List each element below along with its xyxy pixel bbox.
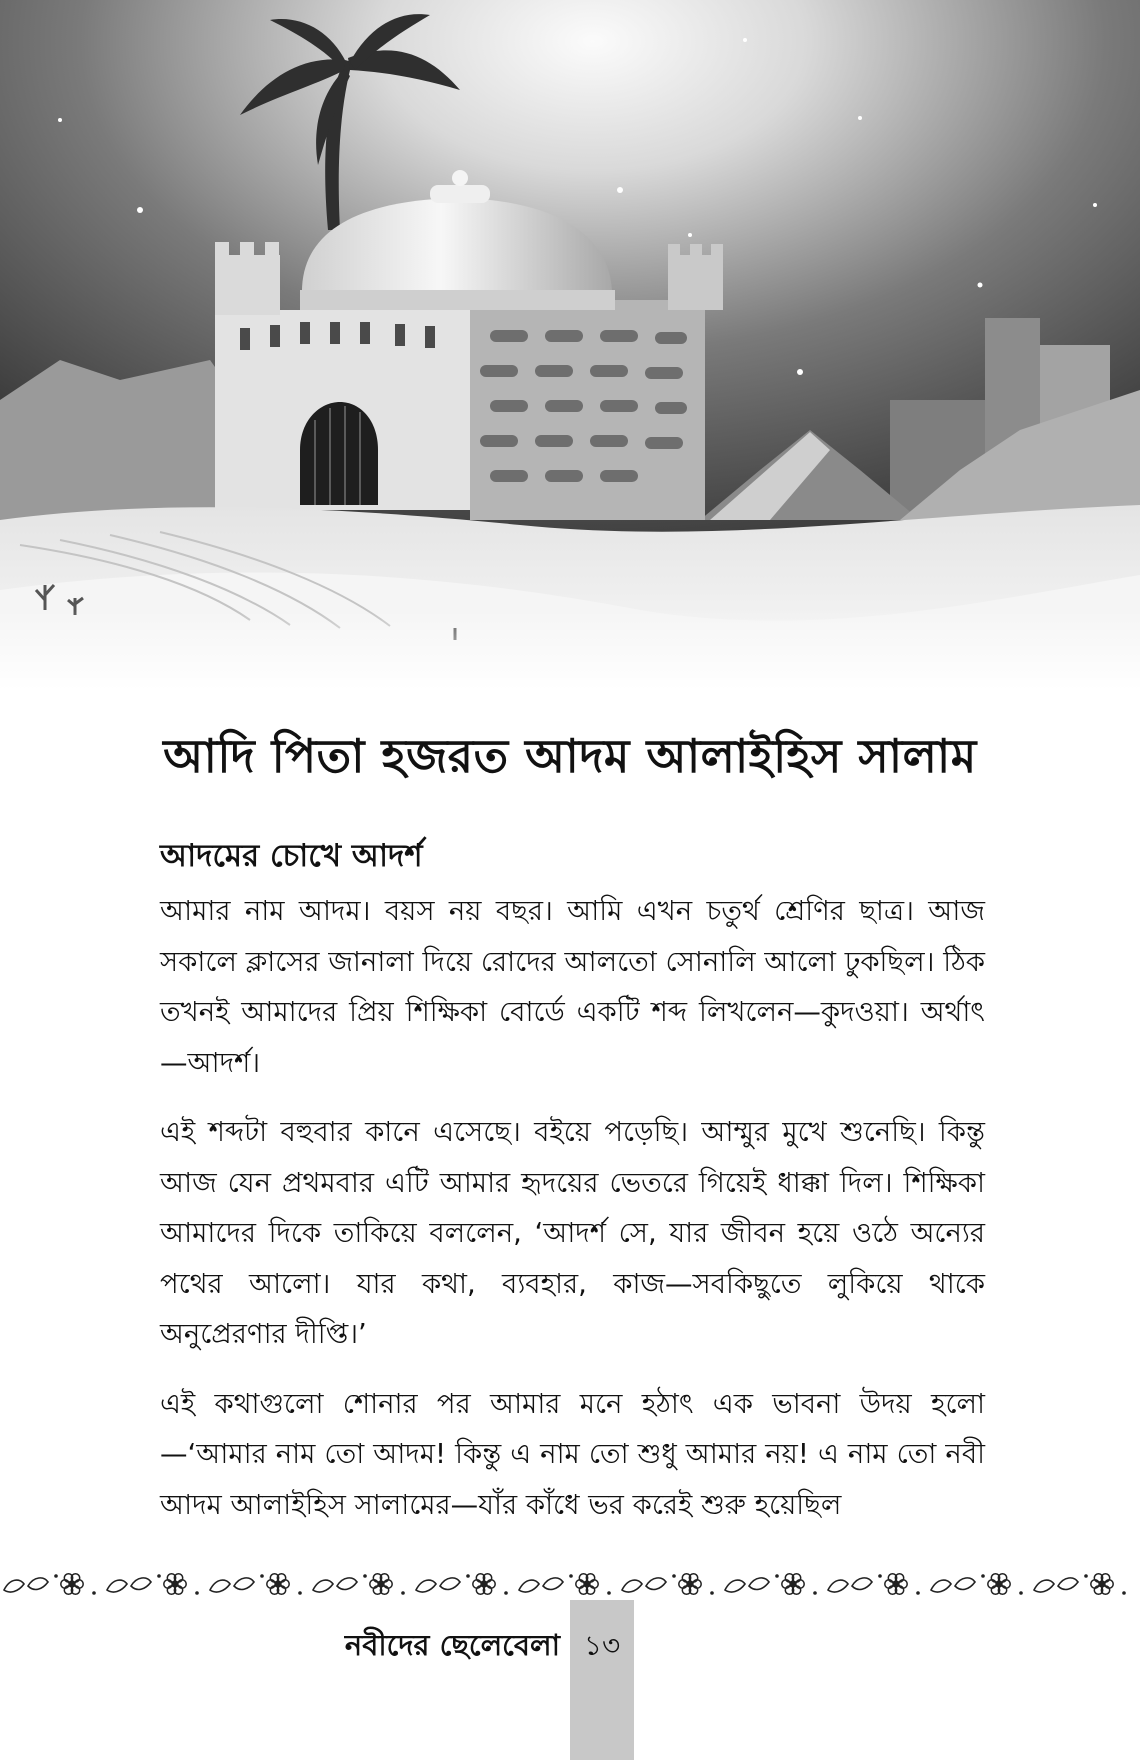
desert-mosque-illustration-icon bbox=[0, 0, 1140, 690]
page-footer bbox=[0, 1600, 1140, 1760]
section-heading: আদমের চোখে আদর্শ bbox=[160, 838, 423, 874]
running-book-title: নবীদের ছেলেবেলা bbox=[344, 1628, 560, 1662]
paragraph: এই শব্দটা বহুবার কানে এসেছে। বইয়ে পড়েছি। আম্মুর মুখে শুনেছি। কিন্তু আজ যেন প্রথমবার এটি আমার হৃদয়ের ভেতরে গিয়েই ধাক্কা দিল। শিক্ষিকা আমাদের দিকে তাকিয়ে বললেন, ‘আদর্শ সে, যার জীবন হয়ে ওঠে অন্যের পথের আলো। যার কথা, ব্যবহার, কাজ—সবকিছুতে লুকিয়ে থাকে অনুপ্রেরণার দীপ্তি।’ bbox=[160, 1116, 985, 1350]
body-text bbox=[160, 886, 985, 1549]
page-number: ১৩ bbox=[583, 1629, 621, 1662]
chapter-title: আদি পিতা হজরত আদম আলাইহিস সালাম bbox=[163, 729, 977, 783]
chapter-illustration bbox=[0, 0, 1140, 690]
paragraph: আমার নাম আদম। বয়স নয় বছর। আমি এখন চতুর্থ শ্রেণির ছাত্র। আজ সকালে ক্লাসের জানালা দিয়ে রোদের আলতো সোনালি আলো ঢুকছিল। ঠিক তখনই আমাদের প্রিয় শিক্ষিকা বোর্ডে একটি শব্দ লিখলেন—কুদওয়া। অর্থাৎ—আদর্শ। bbox=[160, 895, 985, 1079]
paragraph: এই কথাগুলো শোনার পর আমার মনে হঠাৎ এক ভাবনা উদয় হলো—‘আমার নাম তো আদম! কিন্তু এ নাম তো শুধু আমার নয়! এ নাম তো নবী আদম আলাইহিস সালামের—যাঁর কাঁধে ভর করেই শুরু হয়েছিল bbox=[160, 1387, 985, 1521]
